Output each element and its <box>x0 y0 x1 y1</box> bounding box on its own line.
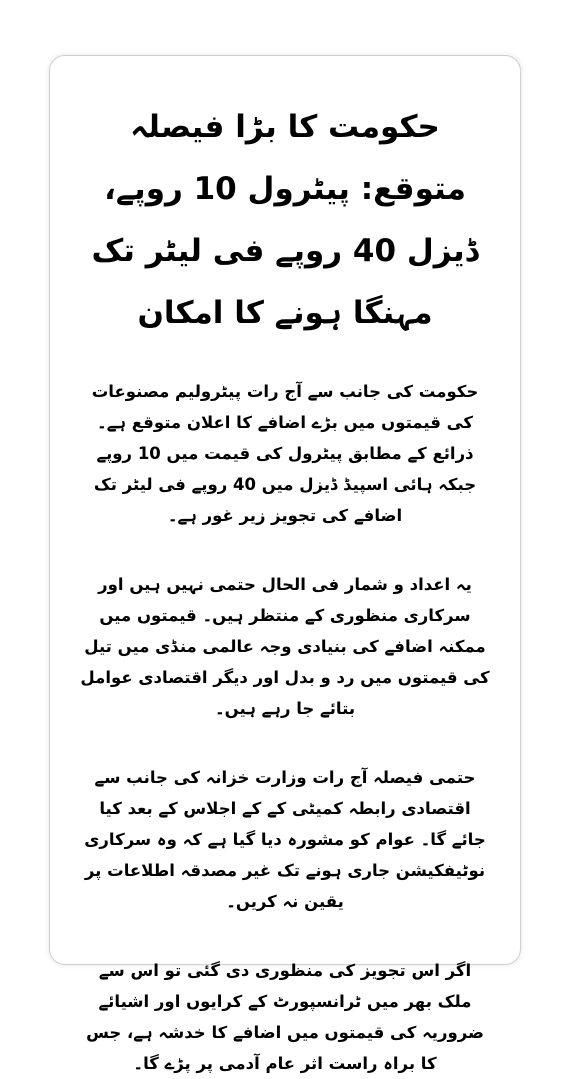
news-card <box>49 55 521 1073</box>
paragraph-4: اگر اس تجویز کی منظوری دی گئی تو اس سے ملک بھر میں ٹرانسپورٹ کے کرایوں اور اشیائے ضروریہ کی قیمتوں میں اضافے کا خدشہ ہے، جس کا براہ راست اثر عام آدمی پر پڑے گا۔ <box>86 961 484 1073</box>
headline: حکومت کا بڑا فیصلہ متوقع: پیٹرول 10 روپے، ڈیزل 40 روپے فی لیٹر تک مہنگا ہونے کا امکان <box>91 109 479 331</box>
paragraph-3: حتمی فیصلہ آج رات وزارت خزانہ کی جانب سے اقتصادی رابطہ کمیٹی کے کے اجلاس کے بعد کیا جائے گا۔ عوام کو مشورہ دیا گیا ہے کہ وہ سرکاری نوٹیفکیشن جاری ہونے تک غیر مصدقہ اطلاعات پر یقین نہ کریں۔ <box>84 768 486 911</box>
paragraph-1: حکومت کی جانب سے آج رات پیٹرولیم مصنوعات کی قیمتوں میں بڑے اضافے کا اعلان متوقع ہے۔ ذرائع کے مطابق پیٹرول کی قیمت میں 10 روپے جبکہ ہائی اسپیڈ ڈیزل میں 40 روپے فی لیٹر تک اضافے کی تجویز زیر غور ہے۔ <box>91 382 479 525</box>
paragraph-2: یہ اعداد و شمار فی الحال حتمی نہیں ہیں اور سرکاری منظوری کے منتظر ہیں۔ قیمتوں میں ممکنہ اضافے کی بنیادی وجہ عالمی منڈی میں تیل کی قیمتوں میں رد و بدل اور دیگر اقتصادی عوامل بتائے جا رہے ہیں۔ <box>80 575 490 718</box>
